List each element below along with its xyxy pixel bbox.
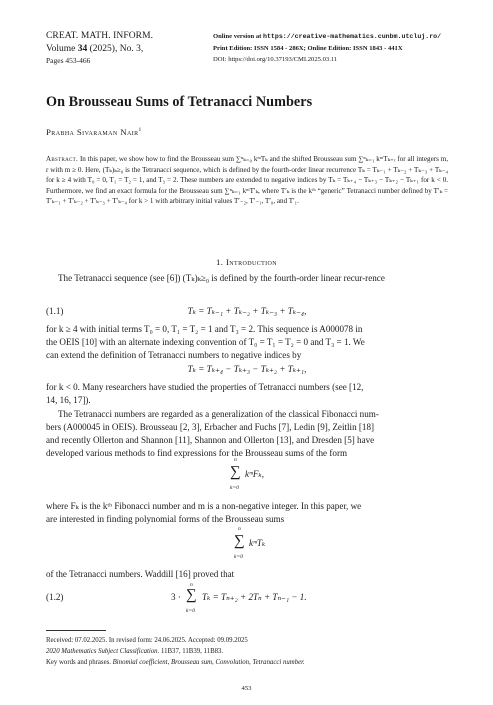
text-line: are interested in finding polynomial forms of the Brousseau sums — [46, 513, 285, 524]
text-line: 14, 16, 17]). — [46, 394, 91, 405]
equation-body: Tₖ = Tₖ₊₄ − Tₖ₊₃ − Tₖ₊₂ + Tₖ₊₁, — [187, 364, 307, 374]
sum-lower-limit: k=0 — [230, 485, 240, 491]
equation-body: Tₖ = Tₖ₋₁ + Tₖ₋₂ + Tₖ₋₃ + Tₖ₋₄, — [187, 306, 307, 316]
equation-1-2 — [46, 582, 448, 618]
abstract-line: In this paper, we show how to find the Brousseau sum ∑ⁿₖ₌₀ kᵐTₖ and the shifted Brousseau — [79, 155, 343, 163]
footnote-msc — [46, 647, 456, 658]
journal-header — [46, 30, 216, 67]
abstract-line: by the fourth-order linear recurrence Tₖ = Tₖ₋₁ + Tₖ₋₂ + Tₖ₋₃ + Tₖ₋₄ for k ≥ 4 with T₀ = 0, T₁ = T₂ = 1, — [46, 165, 448, 185]
abstract-line: and T₃ = 2. These numbers are extended to negative indices by Tₖ = Tₖ₊₄ − Tₖ₊₃ − Tₖ₊₂ − Tₖ₊₁ for k < 0. — [146, 176, 449, 185]
section-heading: 1. Introduction — [215, 257, 278, 267]
summation-sign: ∑ — [234, 533, 245, 549]
author-line — [46, 127, 142, 137]
page-number: 453 — [241, 685, 252, 692]
equation-label: (1.2) — [46, 592, 64, 602]
equation-1-1 — [46, 306, 448, 320]
abstract — [46, 154, 448, 207]
volume-line — [46, 43, 216, 56]
summation-sign: ∑ — [186, 587, 197, 603]
paragraph-waddill: of the Tetranacci numbers. Waddill [16] proved that — [46, 569, 235, 579]
sum-upper-limit: n — [234, 457, 237, 463]
sum-upper-limit: n — [190, 582, 193, 588]
equation-rest: Tₖ = Tₙ₊₂ + 2Tₙ + Tₙ₋₁ − 1. — [202, 592, 307, 602]
equation-label: (1.1) — [46, 306, 64, 316]
sum-lower-limit: k=0 — [234, 554, 244, 560]
abstract-line: Furthermore, we find an exact formula for the Brousseau sum ∑ⁿₖ₌₁ kᵐT′ₖ, where T′ₖ is the kᵗʰ “generic” — [46, 186, 345, 195]
text-line: and recently Ollerton and Shannon [11], Shannon and Ollerton [13], and Dresden [5] have — [46, 434, 375, 445]
sum-lower-limit: k=0 — [186, 608, 196, 614]
text-line: The Tetranacci numbers are regarded as a generalization of the classical Fibonacci num- — [58, 409, 379, 419]
text-line: where Fₖ is the kᵗʰ Fibonacci number and m is a non-negative integer. In this paper, we — [46, 501, 362, 511]
page-range: Pages 453-466 — [46, 56, 91, 65]
paragraph-initial-terms — [46, 323, 448, 362]
paper-title: On Brousseau Sums of Tetranacci Numbers — [46, 94, 313, 110]
volume-prefix: Volume — [46, 43, 78, 54]
paragraph-negative — [46, 381, 448, 407]
text-line: developed various methods to find expressions for the Brousseau sums of the form — [46, 447, 348, 458]
msc-label: 2020 Mathematics Subject Classification. — [46, 648, 160, 655]
footnote-received: Received: 07.02.2025. In revised form: 24.06.2025. Accepted: 09.09.2025 — [46, 637, 248, 644]
sum-upper-limit: n — [238, 526, 241, 532]
summation-sign: ∑ — [230, 464, 241, 480]
author-name: Prabha Sivaraman Nair — [46, 127, 139, 137]
equation-lead: 3 · — [171, 592, 181, 602]
volume-suffix: (2025), No. 3, — [87, 43, 144, 54]
online-prefix: Online version at — [213, 33, 264, 40]
msc-codes: 11B37, 11B39, 11B83. — [159, 648, 224, 655]
keywords-label: Key words and phrases. — [46, 659, 111, 666]
text-line: for k ≥ 4 with initial terms T₀ = 0, T₁ = T₂ = 1 and T₃ = 2. This sequence is A000078 in — [46, 324, 363, 334]
issn-line: Print Edition: ISSN 1584 - 286X; Online Edition: ISSN 1843 - 441X — [213, 44, 403, 52]
text-line: for k < 0. Many researchers have studied the properties of Tetranacci numbers (see [12, — [46, 382, 364, 392]
text-line: the OEIS [10] with an alternate indexing convention of T₀ = T₁ = T₂ = 0 and T₃ = 1. We — [46, 336, 365, 347]
keywords: Binomial coefficient, Brousseau sum, Convolution, Tetranacci number. — [110, 659, 305, 666]
volume-number: 34 — [77, 43, 88, 54]
footnote-rule — [46, 630, 106, 631]
text-line: bers (A000045 in OEIS). Brousseau [2, 3], Erbacher and Fuchs [7], Ledin [9], Zeitlin [18] — [46, 421, 375, 432]
sum-term: kᵐFₖ, — [245, 469, 264, 479]
abstract-line: sum ∑ⁿₖ₌₁ kᵐTₖ₊ᵣ for all integers m, r with m ≥ 0. Here, (Tₖ)ₖ≥₀ is the Tetranacci sequence, which is defined — [46, 155, 448, 174]
online-version — [213, 31, 475, 43]
abstract-label: Abstract. — [46, 155, 79, 163]
footnote-keywords — [46, 658, 456, 669]
equation-negative-indices — [46, 364, 448, 378]
paragraph-brousseau — [46, 500, 448, 526]
online-url-link[interactable]: https://creative-mathematics.cunbm.utcluj.ro/ — [263, 33, 442, 40]
paragraph-intro: The Tetranacci sequence (see [6]) (Tₖ)ₖ≥₀ is defined by the fourth-order linear recur-rence — [58, 273, 385, 283]
abstract-line: Tetranacci number defined by T′ₖ = T′ₖ₋₁ + T′ₖ₋₂ + T′ₖ₋₃ + T′ₖ₋₄ for k > 1 with arbitrary initial values — [46, 186, 448, 206]
paragraph-fibonacci — [46, 408, 448, 460]
sum-term: kᵐTₖ — [249, 538, 266, 548]
journal-name: CREAT. MATH. INFORM. — [46, 31, 154, 41]
text-line: can extend the definition of Tetranacci numbers to negative indices by — [46, 349, 302, 360]
doi-line[interactable]: DOI: https://doi.org/10.37193/CMI.2025.03.11 — [213, 56, 338, 63]
publication-info — [213, 31, 475, 66]
abstract-line: T′₋₂, T′₋₁, T′₀, and T′₁. — [233, 197, 299, 206]
author-footnote-mark: 1 — [138, 127, 142, 134]
